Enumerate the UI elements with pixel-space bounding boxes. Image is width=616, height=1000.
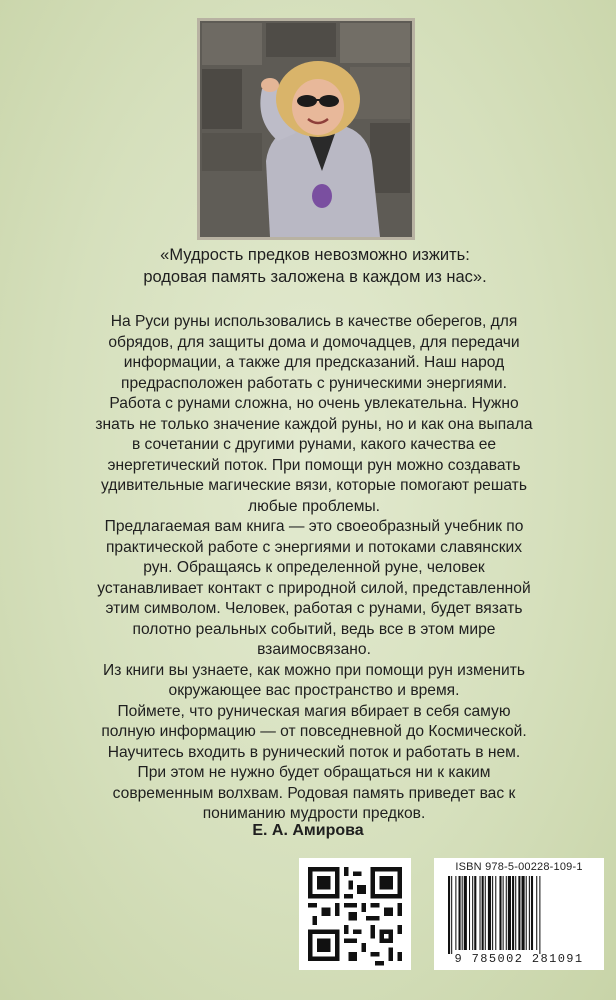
barcode-bar xyxy=(464,876,467,950)
barcode-bar xyxy=(495,876,496,950)
paragraph: Из книги вы узнаете, как можно при помощи рун изменить окружающее вас пространство и время. xyxy=(103,661,525,699)
barcode-bar xyxy=(503,876,504,950)
paragraph: Предлагаемая вам книга — это своеобразный учебник по практической работе с энергиями и потоками славянских рун. Обращаясь к определенной руне, человек устанавливает контакт с природной силой, представленной этим символом. Человек, работая с рунами, будет вязать полотно реальных событий, ведь все в этом мире взаимосвязано. xyxy=(97,518,531,658)
barcode-bar xyxy=(536,876,537,950)
quote-line-1: «Мудрость предков невозможно изжить: xyxy=(160,246,470,264)
book-description xyxy=(94,312,534,825)
barcode-bar xyxy=(512,876,514,950)
paragraph: При этом не нужно будет обращаться ни к каким современным волхвам. Родовая память приведет вас к пониманию мудрости предков. xyxy=(112,764,516,822)
barcode-bar xyxy=(529,876,530,950)
barcode-bar xyxy=(539,876,540,954)
isbn-label: ISBN 978-5-00228-109-1 xyxy=(455,861,583,873)
barcode-bar xyxy=(522,876,525,950)
isbn-barcode xyxy=(434,858,604,970)
barcode-bar xyxy=(485,876,486,950)
barcode-bar xyxy=(518,876,520,950)
author-name: Е. А. Амирова xyxy=(252,822,364,839)
barcode-bar xyxy=(526,876,527,950)
barcode-bar xyxy=(472,876,473,950)
barcode-bar xyxy=(462,876,463,950)
barcode-bar xyxy=(508,876,511,950)
author-photo xyxy=(197,18,415,240)
paragraph: Поймете, что руническая магия вбирает в себя самую полную информацию — от повседневной до Космической. xyxy=(101,702,527,740)
author-photo-image xyxy=(200,21,412,237)
barcode-bar xyxy=(515,876,516,950)
barcode-bar xyxy=(482,876,484,950)
barcode-bar xyxy=(469,876,470,950)
paragraph: На Руси руны использовались в качестве оберегов, для обрядов, для защиты дома и домочадцев, для передачи информации, а также для предсказаний. Наш народ предрасположен работать с руническими энергиями. Работа с рунами сложна, но очень увлекательна. Нужно знать не только значение каждой руны, но и как она выпала в сочетании с другими рунами, какого качества ее энергетический поток. При помощи рун можно создавать удивительные магические вязи, которые помогают решать любые проблемы. xyxy=(95,313,533,515)
barcode-bar xyxy=(455,876,456,950)
qr-code-graphic xyxy=(299,858,411,970)
quote-line-2: родовая память заложена в каждом из нас». xyxy=(143,268,487,286)
barcode-number: 9 785002 281091 xyxy=(454,952,584,966)
epigraph-quote xyxy=(120,244,510,288)
barcode-bar xyxy=(448,876,450,954)
paragraph: Научитесь входить в рунический поток и работать в нем. xyxy=(107,743,521,761)
barcode-bar xyxy=(506,876,507,950)
barcode-bar xyxy=(459,876,461,950)
barcode-bar xyxy=(531,876,533,950)
barcode-bar xyxy=(451,876,452,954)
qr-code-icon[interactable] xyxy=(299,858,411,970)
barcode-bar xyxy=(474,876,476,950)
barcode-bar xyxy=(492,876,493,950)
barcode-bar xyxy=(480,876,481,950)
barcode-bar xyxy=(488,876,491,950)
barcode-bar xyxy=(499,876,501,950)
